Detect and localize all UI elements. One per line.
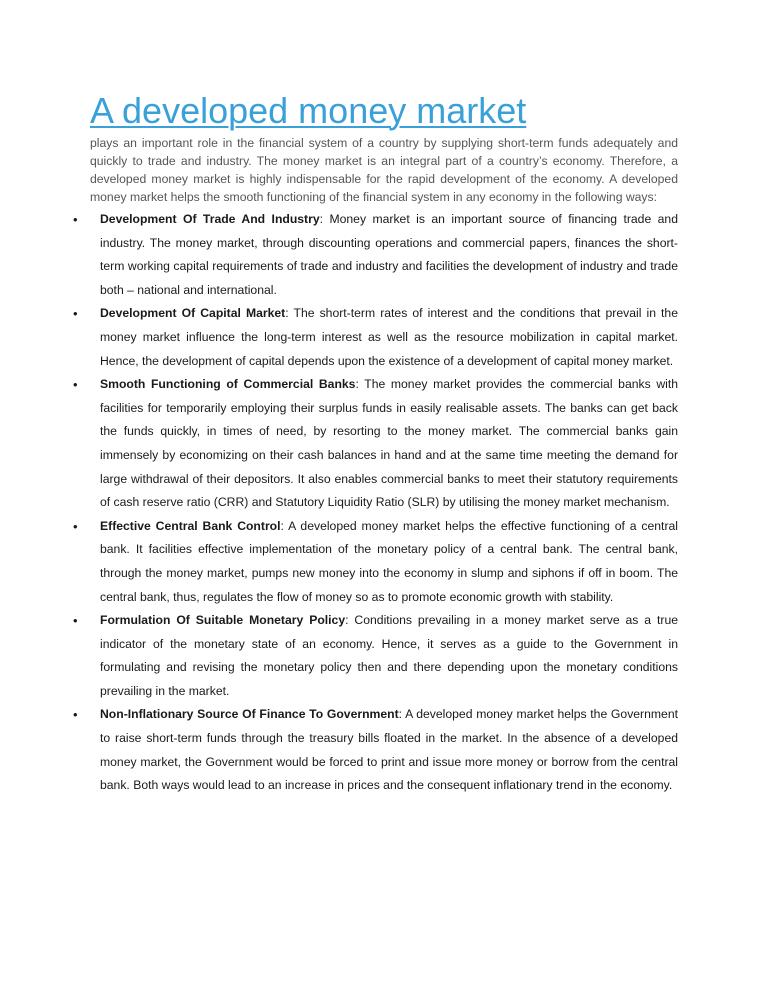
bullet-icon: • (73, 707, 78, 723)
list-item (0, 302, 768, 373)
item-heading: Non-Inflationary Source Of Finance To Government (100, 707, 399, 722)
item-text: : A developed money market helps the effective functioning of a central bank. It facilities effective implementation of the monetary policy of a central bank. The central bank, through the money market, pumps new money into the economy in slump and siphons if off in boom. The central bank, thus, regulates the flow of money so as to promote economic growth with stability. (100, 518, 678, 604)
document-title: A developed money market (90, 90, 527, 131)
item-text: : The money market provides the commercial banks with facilities for temporarily employing their surplus funds in easily realisable assets. The banks can get back the funds quickly, in times of need, by resorting to the money market. The commercial banks gain immensely by economizing on their cash balances in hand and at the same time meeting the demand for large withdrawal of their depositors. It also enables commercial banks to meet their statutory requirements of cash reserve ratio (CRR) and Statutory Liquidity Ratio (SLR) by utilising the money market mechanism. (100, 377, 678, 510)
bullet-list (0, 208, 768, 798)
list-item (0, 703, 768, 797)
bullet-icon: • (73, 518, 78, 534)
list-item (0, 373, 768, 515)
item-heading: Development Of Capital Market (100, 306, 286, 321)
item-text: : A developed money market helps the Government to raise short-term funds through the treasury bills floated in the market. In the absence of a developed money market, the Government would be forced to print and issue more money or borrow from the central bank. Both ways would lead to an increase in prices and the consequent inflationary trend in the economy. (100, 707, 678, 793)
bullet-icon: • (73, 377, 78, 393)
item-text: : Conditions prevailing in a money market serve as a true indicator of the monetary state of an economy. Hence, it serves as a guide to the Government in formulating and revising the monetary policy then and there depending upon the monetary conditions prevailing in the market. (100, 613, 679, 698)
item-text: : The short-term rates of interest and the conditions that prevail in the money market influence the long-term interest as well as the resource mobilization in capital market. Hence, the development of capital depends upon the existence of a development of capital money market. (100, 306, 678, 368)
item-heading: Effective Central Bank Control (100, 518, 281, 533)
list-item (0, 609, 768, 703)
item-heading: Smooth Functioning of Commercial Banks (100, 377, 356, 392)
item-heading: Development Of Trade And Industry (100, 212, 320, 226)
bullet-icon: • (73, 306, 78, 322)
item-text: : Money market is an important source of financing trade and industry. The money market, through discounting operations and commercial papers, finances the short-term working capital requirements of trade and industry and facilities the development of industry and trade both – national and international. (100, 212, 678, 297)
list-item (0, 208, 768, 302)
bullet-icon: • (73, 613, 78, 629)
intro-paragraph: plays an important role in the financial system of a country by supplying short-term funds adequately and quickly to trade and industry. The money market is an integral part of a country’s economy. Therefore, a developed money market is highly indispensable for the rapid development of the economy. A developed money market helps the smooth functioning of the financial system in any economy in the following ways: (90, 136, 678, 205)
item-heading: Formulation Of Suitable Monetary Policy (100, 613, 346, 628)
list-item (0, 515, 768, 609)
bullet-icon: • (73, 212, 78, 227)
